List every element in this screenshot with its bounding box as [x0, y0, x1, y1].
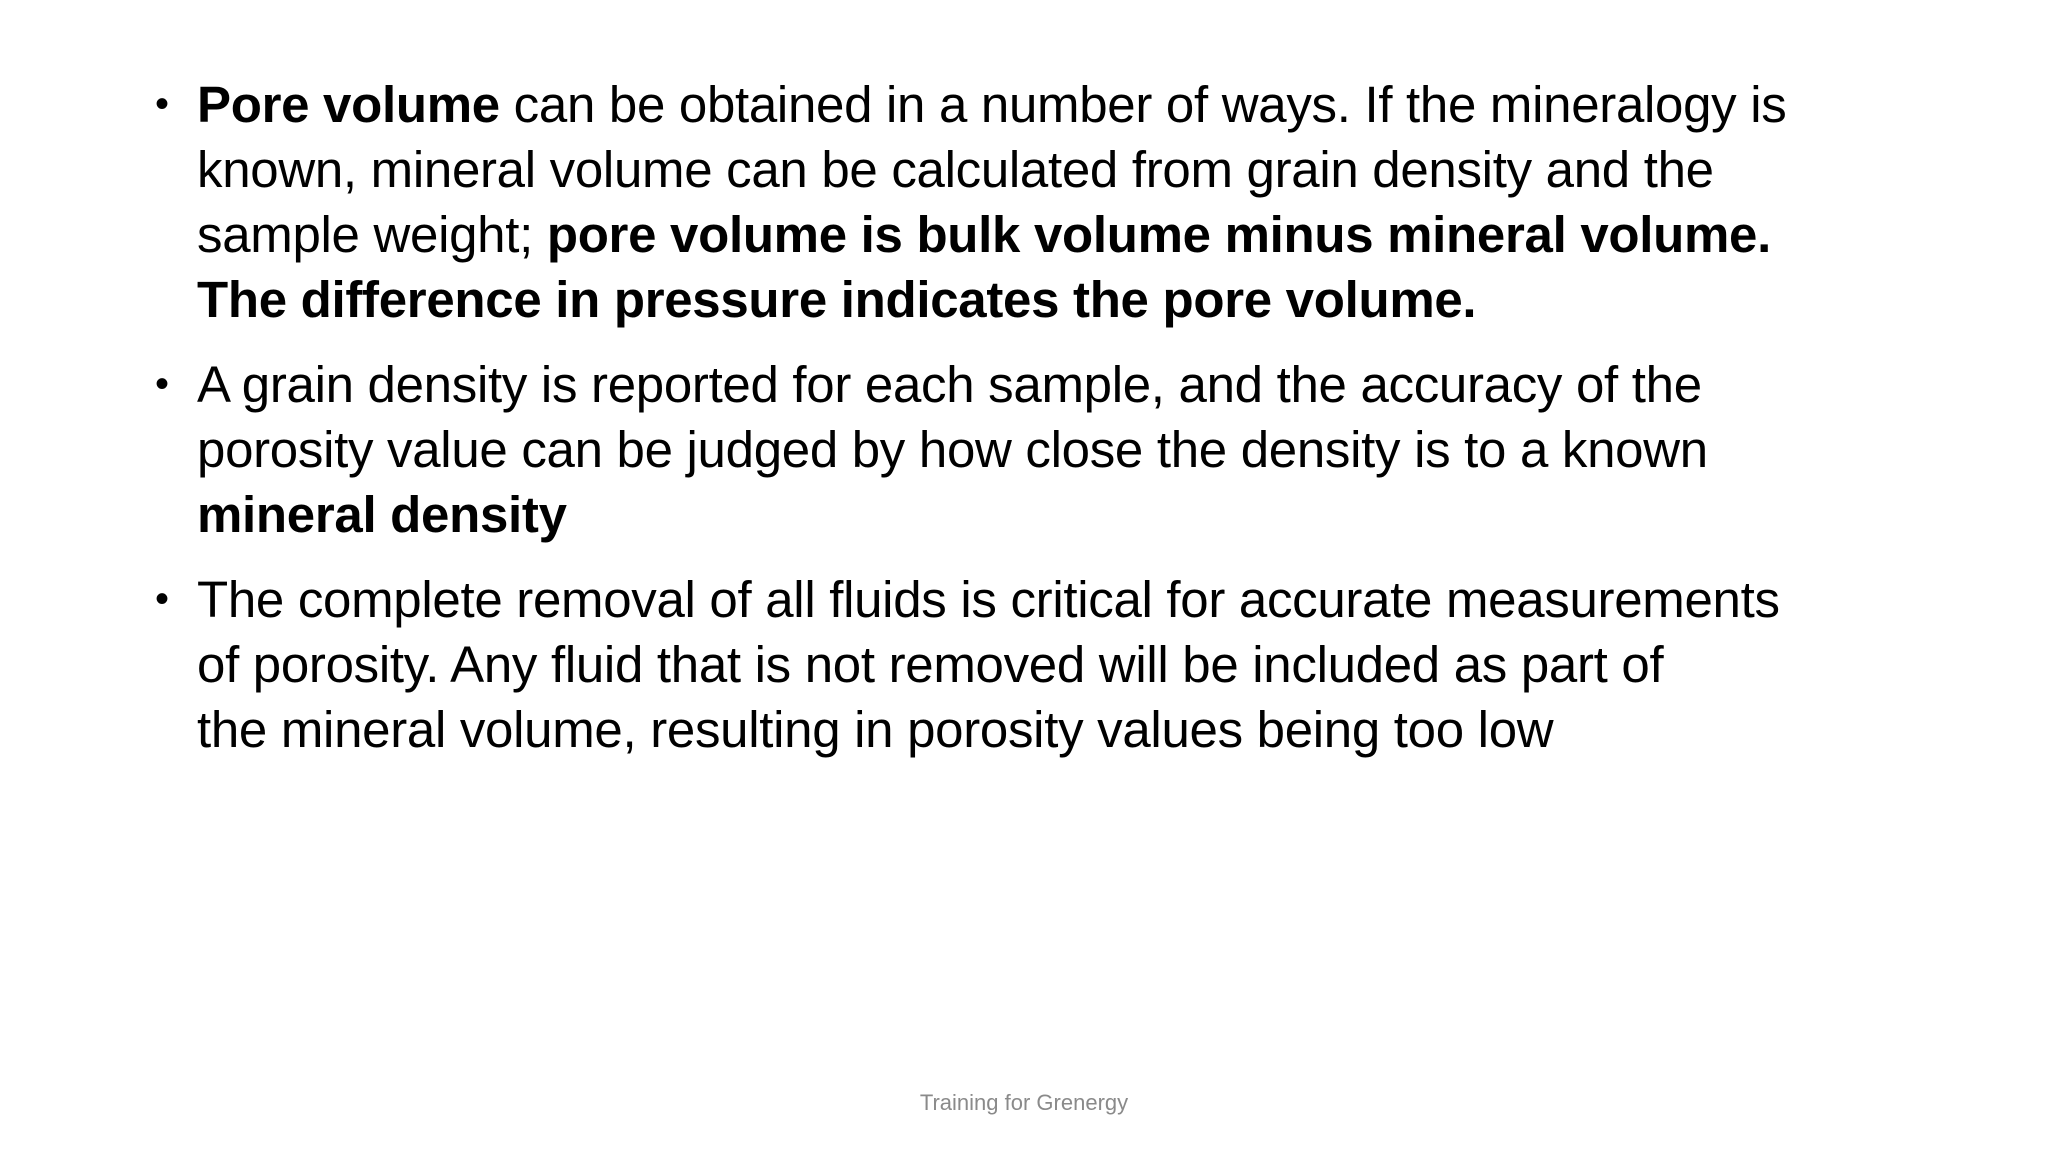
bullet-text [197, 72, 1955, 332]
bullet-item-fluid-removal [155, 567, 1955, 762]
text-line [197, 697, 1955, 762]
bold-phrase: pore volume is bulk volume minus mineral volume. [546, 206, 1771, 263]
bold-phrase: Pore volume [197, 76, 500, 133]
text-line [197, 72, 1955, 137]
text-run: A grain density is reported for each sample, and the accuracy of the [197, 356, 1702, 413]
bullet-marker: • [155, 82, 169, 126]
text-line [197, 632, 1955, 697]
text-run: porosity value can be judged by how close the density is to a known [197, 421, 1708, 478]
bullet-marker: • [155, 362, 169, 406]
slide-footer: Training for Grenergy [919, 1090, 1129, 1115]
bold-phrase: mineral density [197, 486, 567, 543]
bold-phrase: The difference in pressure indicates the pore volume. [197, 271, 1477, 328]
text-line [197, 482, 1955, 547]
text-run: the mineral volume, resulting in porosity values being too low [197, 701, 1554, 758]
text-run: of porosity. Any fluid that is not removed will be included as part of [197, 636, 1664, 693]
text-line [197, 267, 1955, 332]
text-run: can be obtained in a number of ways. If the mineralogy is [499, 76, 1787, 133]
bullet-text [197, 567, 1955, 762]
text-line [197, 417, 1955, 482]
text-run: The complete removal of all fluids is critical for accurate measurements [197, 571, 1780, 628]
text-line [197, 352, 1955, 417]
text-line [197, 137, 1955, 202]
text-line [197, 202, 1955, 267]
text-line [197, 567, 1955, 632]
bullet-text [197, 352, 1955, 547]
text-run: known, mineral volume can be calculated from grain density and the [197, 141, 1714, 198]
bullet-item-pore-volume [155, 72, 1955, 332]
bullet-item-grain-density [155, 352, 1955, 547]
text-run: sample weight; [197, 206, 547, 263]
bullet-marker: • [155, 577, 169, 621]
bullet-list [155, 72, 1955, 782]
